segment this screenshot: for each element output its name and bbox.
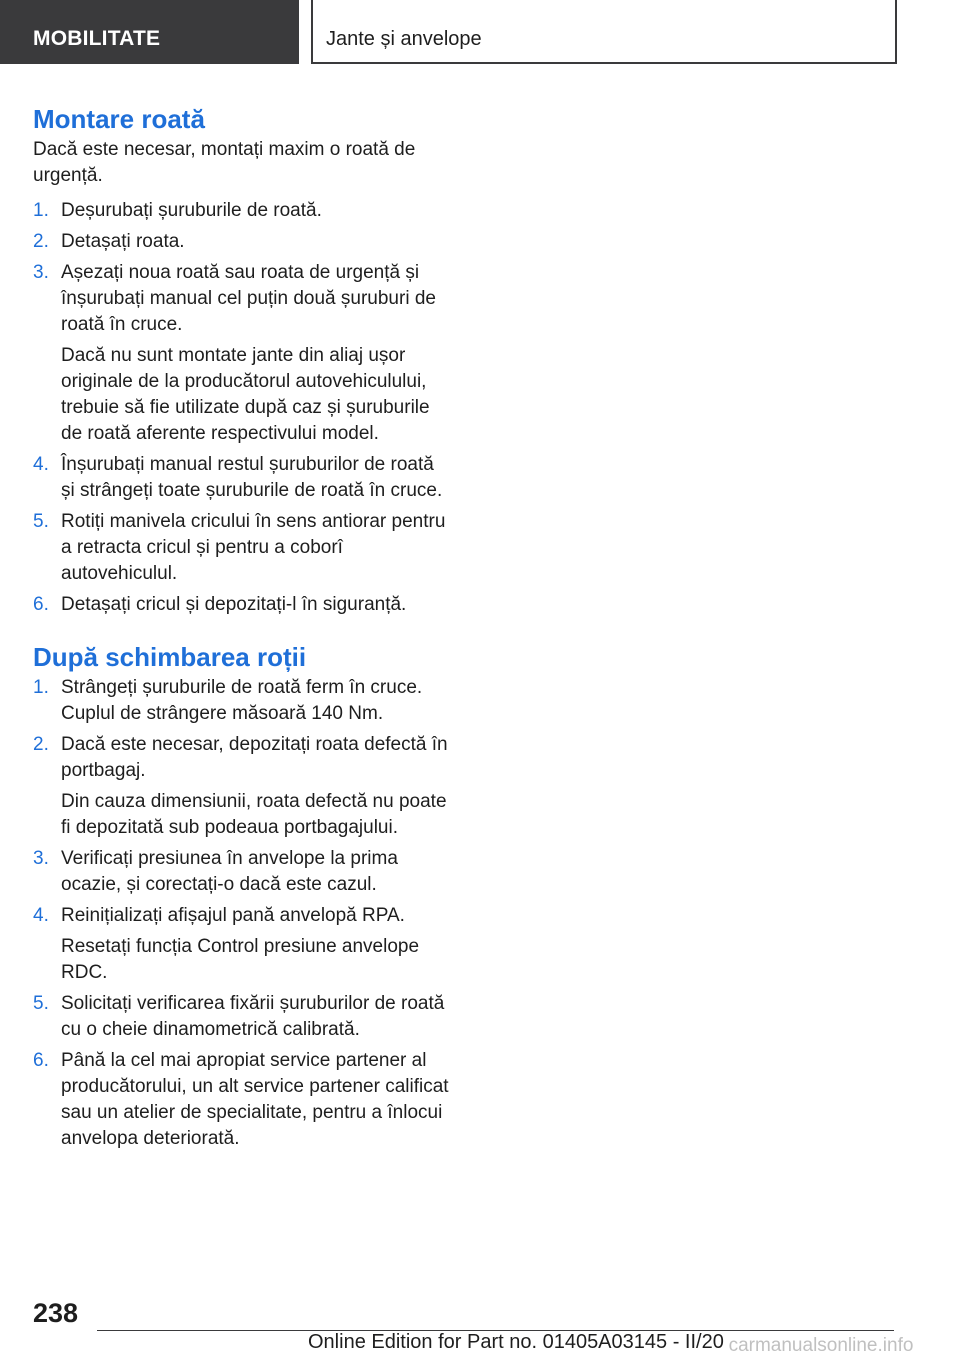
step-text: Detașați roata. — [61, 231, 185, 252]
step-number: 6. — [33, 1050, 49, 1071]
chapter-tab — [311, 0, 897, 64]
step-number: 4. — [33, 454, 49, 475]
list-item — [33, 1048, 449, 1152]
list-item — [33, 229, 449, 255]
section-tab — [0, 0, 299, 64]
watermark-text: carmanualsonline.info — [728, 1334, 914, 1356]
step-number: 5. — [33, 993, 49, 1014]
intro-paragraph: Dacă este necesar, montați maxim o roată de urgență. — [33, 139, 416, 186]
chapter-title: Jante și anvelope — [326, 28, 482, 50]
step-number: 2. — [33, 734, 49, 755]
step-number: 3. — [33, 262, 49, 283]
section-title: MOBILITATE — [33, 27, 161, 50]
footer-edition: Online Edition for Part no. 01405A03145 - II/20 — [308, 1331, 724, 1353]
section-heading-after-change: După schimbarea roții — [33, 642, 307, 672]
section-heading-wheel-mounting: Montare roată — [33, 104, 205, 134]
list-item — [33, 675, 449, 727]
list-item — [33, 732, 449, 841]
list-item — [33, 198, 449, 224]
step-number: 1. — [33, 200, 49, 221]
step-text: Așezați noua roată sau roata de urgență și înșurubați manual cel puțin două șuruburi de roată în cruce. — [61, 262, 436, 335]
page-content — [33, 102, 449, 1152]
step-text: Verificați presiunea în anvelope la prima ocazie, și corectați-o dacă este cazul. — [61, 848, 398, 895]
after-change-steps-list — [33, 675, 449, 1152]
list-item — [33, 991, 449, 1043]
step-text: Deșurubați șuruburile de roată. — [61, 200, 322, 221]
step-text: Înșurubați manual restul șuruburilor de roată și strângeți toate șuruburile de roată în cruce. — [61, 454, 443, 501]
step-text: Reinițializați afișajul pană anvelopă RPA. — [61, 905, 405, 926]
step-number: 2. — [33, 231, 49, 252]
list-item — [33, 452, 449, 504]
step-number: 6. — [33, 594, 49, 615]
step-number: 4. — [33, 905, 49, 926]
step-text: Dacă este necesar, depozitați roata defectă în portbagaj. — [61, 734, 448, 781]
step-number: 3. — [33, 848, 49, 869]
step-note: Din cauza dimensiunii, roata defectă nu poate fi depozitată sub podeaua portbagajului. — [61, 791, 447, 838]
step-text: Detașați cricul și depozitați-l în siguranță. — [61, 594, 407, 615]
list-item — [33, 903, 449, 986]
list-item — [33, 260, 449, 447]
step-text: Strângeți șuruburile de roată ferm în cruce. Cuplul de strângere măsoară 140 Nm. — [61, 677, 423, 724]
step-number: 1. — [33, 677, 49, 698]
step-note: Dacă nu sunt montate jante din aliaj ușor originale de la producătorul autovehiculului, trebuie să fie utilizate după caz și șuruburile de roată aferente respectivului model. — [61, 345, 430, 444]
step-text: Rotiți manivela cricului în sens antiorar pentru a retracta cricul și pentru a coborî autovehiculul. — [61, 511, 446, 584]
list-item — [33, 509, 449, 587]
list-item — [33, 846, 449, 898]
step-text: Solicitați verificarea fixării șuruburilor de roată cu o cheie dinamometrică calibrată. — [61, 993, 445, 1040]
step-number: 5. — [33, 511, 49, 532]
step-text: Până la cel mai apropiat service partener al producătorului, un alt service partener calificat sau un atelier de specialitate, pentru a înlocui anvelopa deteriorată. — [61, 1050, 449, 1149]
list-item — [33, 592, 449, 618]
step-note: Resetați funcția Control presiune anvelope RDC. — [61, 936, 420, 983]
page-number: 238 — [33, 1298, 79, 1328]
mounting-steps-list — [33, 198, 449, 618]
